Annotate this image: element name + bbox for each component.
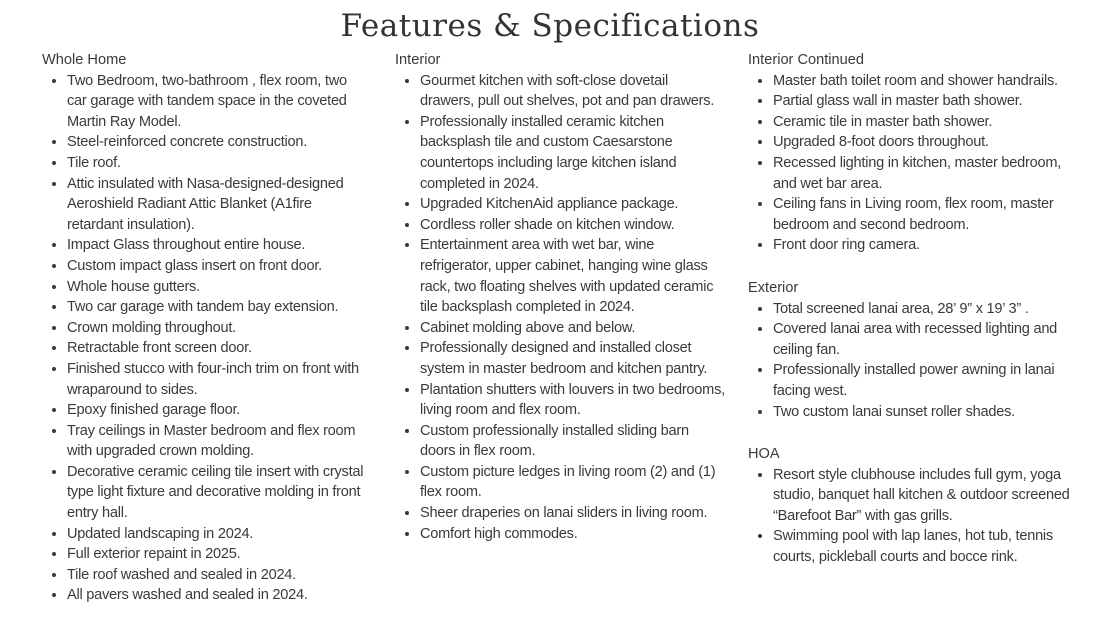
feature-item: • Partial glass wall in master bath shower. [773,91,1084,112]
section-heading: Whole Home [42,52,127,68]
feature-item: • Decorative ceramic ceiling tile insert with crystal type light fixture and decorative molding in front entry hall. [67,462,364,524]
feature-item: • Upgraded KitchenAid appliance package. [420,194,725,215]
feature-item: • Upgraded 8-foot doors throughout. [773,132,1084,153]
section-heading: Interior Continued [748,52,865,68]
feature-item: • Whole house gutters. [67,277,364,298]
column-right [748,50,1084,590]
feature-item: • Total screened lanai area, 28’ 9” x 19’ 3” . [773,299,1084,320]
feature-item: • Custom picture ledges in living room (2) and (1) flex room. [420,462,725,503]
column-left [42,50,364,628]
feature-item: • All pavers washed and sealed in 2024. [67,585,364,606]
feature-item: • Gourmet kitchen with soft-close dovetail drawers, pull out shelves, pot and pan drawers. [420,71,725,112]
feature-item: • Swimming pool with lap lanes, hot tub, tennis courts, pickleball courts and bocce rink. [773,526,1084,567]
feature-item: • Cordless roller shade on kitchen window. [420,215,725,236]
feature-item: • Comfort high commodes. [420,524,725,545]
feature-item: • Sheer draperies on lanai sliders in living room. [420,503,725,524]
feature-item: • Ceiling fans in Living room, flex room, master bedroom and second bedroom. [773,194,1084,235]
feature-list [748,299,1084,423]
feature-item: • Covered lanai area with recessed lighting and ceiling fan. [773,319,1084,360]
feature-item: • Two custom lanai sunset roller shades. [773,402,1084,423]
feature-item: • Crown molding throughout. [67,318,364,339]
feature-item: • Professionally installed power awning in lanai facing west. [773,360,1084,401]
feature-item: • Professionally installed ceramic kitchen backsplash tile and custom Caesarstone countertops including large kitchen island completed in 2024. [420,112,725,194]
feature-item: • Two car garage with tandem bay extension. [67,297,364,318]
section-heading: HOA [748,446,780,463]
feature-item: • Two Bedroom, two-bathroom , flex room, two car garage with tandem space in the coveted Martin Ray Model. [67,71,364,133]
section-interior-continued [748,50,1084,256]
feature-list [748,465,1084,568]
feature-item: • Recessed lighting in kitchen, master bedroom, and wet bar area. [773,153,1084,194]
feature-item: • Plantation shutters with louvers in two bedrooms, living room and flex room. [420,380,725,421]
feature-item: • Finished stucco with four-inch trim on front with wraparound to sides. [67,359,364,400]
section-hoa [748,444,1084,568]
feature-list [748,71,1084,256]
section-interior [395,50,725,544]
feature-list [395,71,725,545]
feature-item: • Tray ceilings in Master bedroom and flex room with upgraded crown molding. [67,421,364,462]
feature-item: • Epoxy finished garage floor. [67,400,364,421]
feature-item: • Tile roof. [67,153,364,174]
feature-item: • Attic insulated with Nasa-designed-designed Aeroshield Radiant Attic Blanket (A1fire retardant insulation). [67,174,364,236]
feature-item: • Ceramic tile in master bath shower. [773,112,1084,133]
section-heading: Interior [395,52,441,68]
feature-item: • Master bath toilet room and shower handrails. [773,71,1084,92]
feature-item: • Impact Glass throughout entire house. [67,235,364,256]
feature-item: • Custom professionally installed sliding barn doors in flex room. [420,421,725,462]
feature-item: • Custom impact glass insert on front door. [67,256,364,277]
feature-item: • Steel-reinforced concrete construction. [67,132,364,153]
feature-item: • Entertainment area with wet bar, wine refrigerator, upper cabinet, hanging wine glass rack, two floating shelves with updated ceramic tile backsplash completed in 2024. [420,235,725,317]
feature-item: • Cabinet molding above and below. [420,318,725,339]
feature-item: • Retractable front screen door. [67,338,364,359]
feature-item: • Front door ring camera. [773,235,1084,256]
column-middle [395,50,725,566]
feature-list [42,71,364,606]
section-heading: Exterior [748,279,799,296]
feature-item: • Full exterior repaint in 2025. [67,544,364,565]
section-whole-home [42,50,364,606]
page-title: Features & Specifications [340,8,760,44]
feature-item: • Updated landscaping in 2024. [67,524,364,545]
feature-item: • Resort style clubhouse includes full gym, yoga studio, banquet hall kitchen & outdoor screened “Barefoot Bar” with gas grills. [773,465,1084,527]
section-exterior [748,278,1084,422]
feature-item: • Professionally designed and installed closet system in master bedroom and kitchen pantry. [420,338,725,379]
feature-item: • Tile roof washed and sealed in 2024. [67,565,364,586]
